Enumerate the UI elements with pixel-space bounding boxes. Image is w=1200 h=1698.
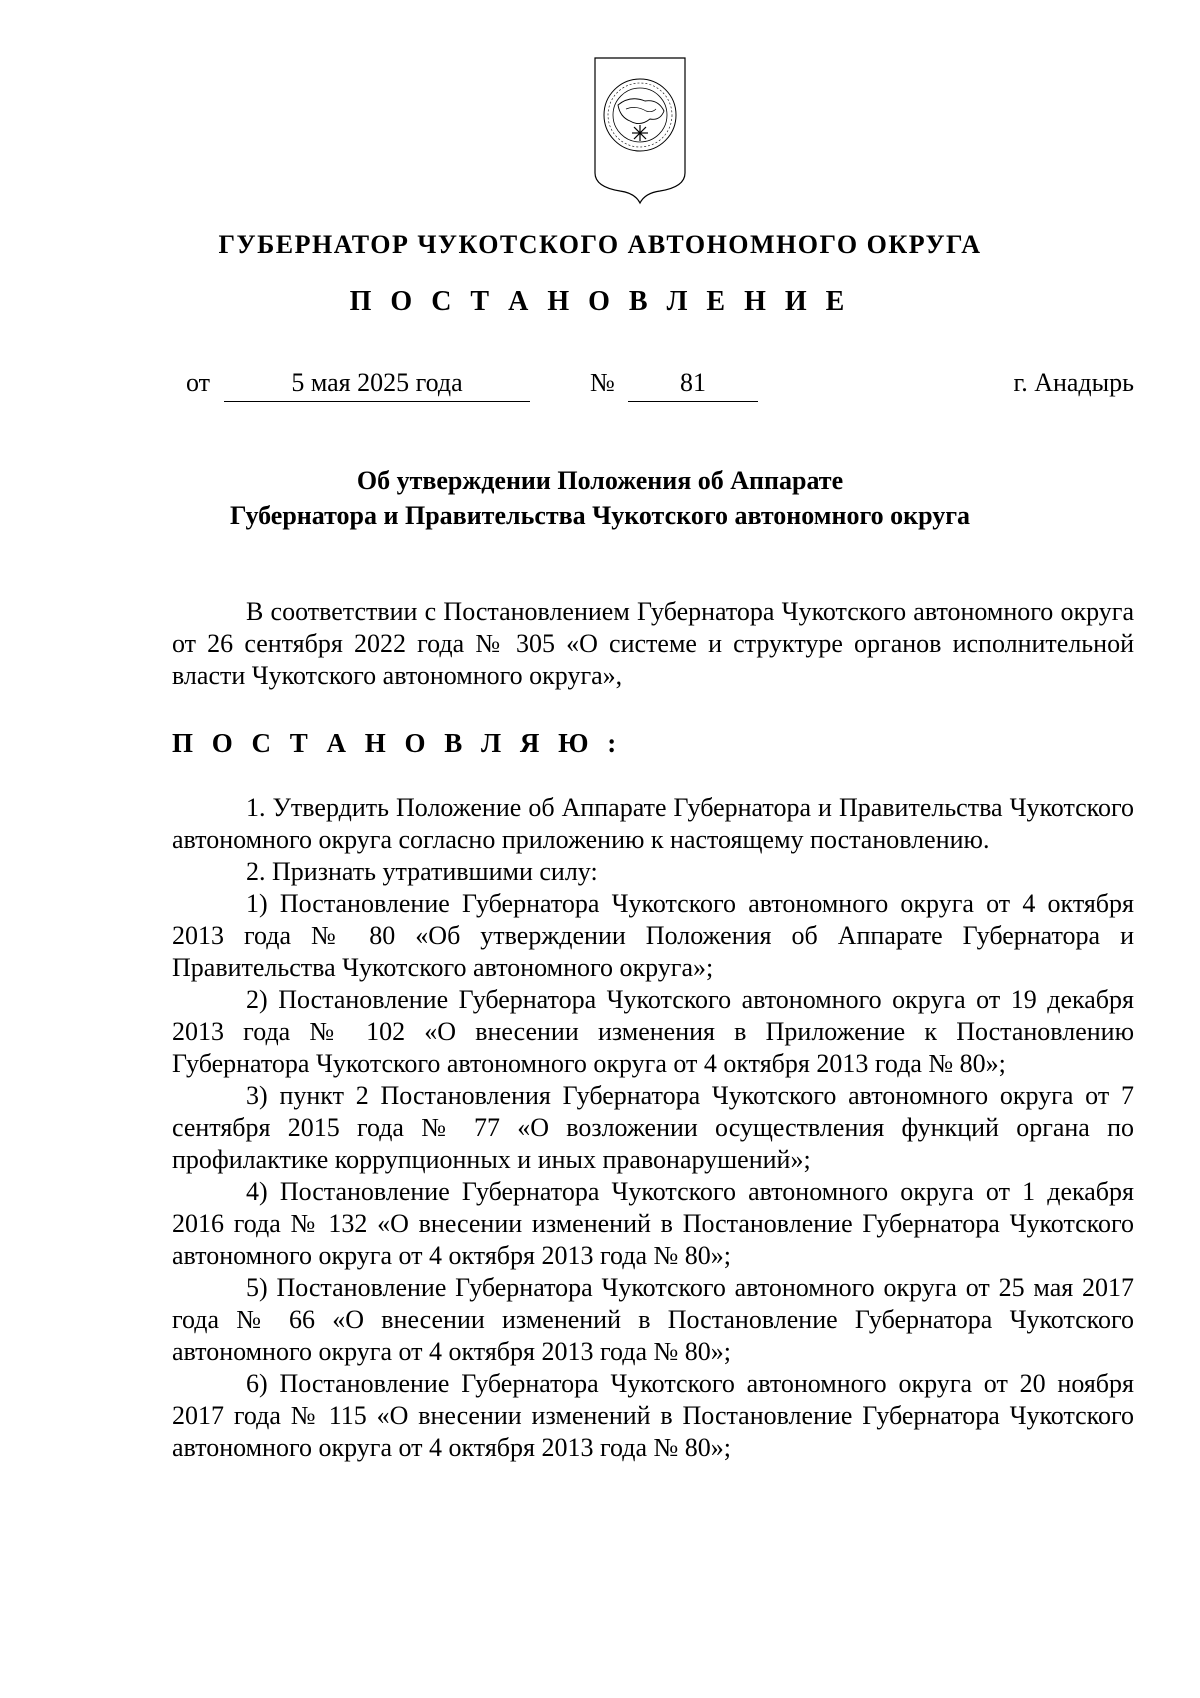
document-subject xyxy=(0,463,1200,533)
subject-line-2: Губернатора и Правительства Чукотского автономного округа xyxy=(229,501,971,530)
issuing-authority: ГУБЕРНАТОР ЧУКОТСКОГО АВТОНОМНОГО ОКРУГА xyxy=(218,230,982,259)
decree-items xyxy=(172,792,1134,1464)
list-item: 5) Постановление Губернатора Чукотского автономного округа от 25 мая 2017 года № 66 «О внесении изменений в Постановление Губернатора Чукотского автономного округа от 4 октября 2013 года № 80»; xyxy=(172,1273,1134,1366)
document-number: 81 xyxy=(680,368,706,397)
document-meta xyxy=(0,368,1200,408)
number-underline xyxy=(628,401,758,402)
date-prefix: от xyxy=(186,368,211,397)
document-type: П О С Т А Н О В Л Е Н И Е xyxy=(349,286,851,317)
list-item: 6) Постановление Губернатора Чукотского автономного округа от 20 ноября 2017 года № 115 «О внесении изменений в Постановление Губернатора Чукотского автономного округа от 4 октября 2013 года № 80»; xyxy=(172,1369,1134,1462)
list-item: 2) Постановление Губернатора Чукотского автономного округа от 19 декабря 2013 года № 102 «О внесении изменения в Приложение к Постановлению Губернатора Чукотского автономного округа от 4 октября 2013 года № 80»; xyxy=(172,985,1134,1078)
subject-line-1: Об утверждении Положения об Аппарате xyxy=(356,466,844,495)
decree-word: П О С Т А Н О В Л Я Ю : xyxy=(172,728,623,758)
list-item: 1) Постановление Губернатора Чукотского автономного округа от 4 октября 2013 года № 80 «Об утверждении Положения об Аппарате Губернатора и Правительства Чукотского автономного округа»; xyxy=(172,889,1134,982)
number-label: № xyxy=(590,368,615,397)
preamble-text: В соответствии с Постановлением Губернатора Чукотского автономного округа от 26 сентября 2022 года № 305 «О системе и структуре органов исполнительной власти Чукотского автономного округа», xyxy=(172,597,1134,690)
city: г. Анадырь xyxy=(1013,368,1134,397)
list-item: 4) Постановление Губернатора Чукотского автономного округа от 1 декабря 2016 года № 132 «О внесении изменений в Постановление Губернатора Чукотского автономного округа от 4 октября 2013 года № 80»; xyxy=(172,1177,1134,1270)
list-item: 1. Утвердить Положение об Аппарате Губернатора и Правительства Чукотского автономного округа согласно приложению к настоящему постановлению. xyxy=(172,793,1134,854)
coat-of-arms-icon xyxy=(590,55,690,205)
date-underline xyxy=(224,401,530,402)
list-item: 2. Признать утратившими силу: xyxy=(246,857,598,886)
list-item: 3) пункт 2 Постановления Губернатора Чукотского автономного округа от 7 сентября 2015 года № 77 «О возложении осуществления функций органа по профилактике коррупционных и иных правонарушений»; xyxy=(172,1081,1134,1174)
document-date: 5 мая 2025 года xyxy=(291,368,463,397)
preamble xyxy=(172,596,1134,692)
